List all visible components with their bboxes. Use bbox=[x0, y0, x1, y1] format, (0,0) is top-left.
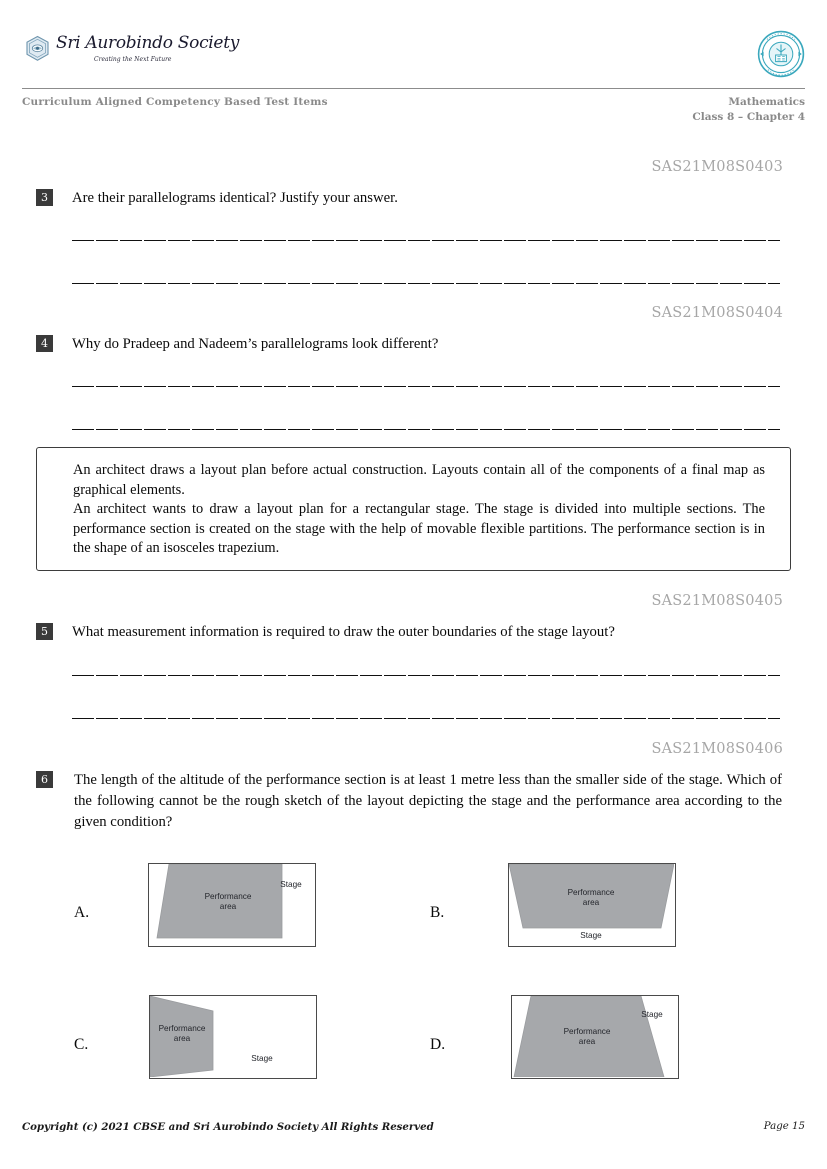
question-number-3: 3 bbox=[36, 189, 53, 206]
answer-line-3-2[interactable] bbox=[72, 282, 780, 284]
passage-paragraph-1: An architect draws a layout plan before actual construction. Layouts contain all of the components of a final map as graphical elements. bbox=[73, 462, 765, 498]
option-letter-a: A. bbox=[74, 904, 90, 921]
option-letter-d: D. bbox=[430, 1036, 446, 1053]
answer-line-5-2[interactable] bbox=[72, 717, 780, 719]
page-header bbox=[0, 0, 827, 84]
header-left-title: Curriculum Aligned Competency Based Test Items bbox=[22, 96, 328, 108]
perf-line1: Performance bbox=[567, 888, 615, 897]
perf-line1: Performance bbox=[204, 892, 252, 901]
question-text-4: Why do Pradeep and Nadeem’s parallelograms look different? bbox=[72, 336, 439, 352]
perf-line1: Performance bbox=[563, 1027, 611, 1036]
question-code-3: SAS21M08S0403 bbox=[651, 159, 783, 175]
option-letter-c: C. bbox=[74, 1036, 89, 1053]
question-text-5: What measurement information is required to draw the outer boundaries of the stage layout? bbox=[72, 624, 615, 640]
option-letter-b: B. bbox=[430, 904, 445, 921]
question-code-6: SAS21M08S0406 bbox=[651, 741, 783, 757]
question-text-6: The length of the altitude of the performance section is at least 1 metre less than the smaller side of the stage. Which of the following cannot be the rough sketch of the layout depicting the stage and the performance area according to the given condition? bbox=[74, 772, 782, 830]
header-right-block bbox=[692, 95, 805, 125]
option-diagram-d[interactable] bbox=[511, 995, 679, 1079]
header-class-chapter: Class 8 – Chapter 4 bbox=[692, 111, 805, 123]
footer-page-number: Page 15 bbox=[763, 1121, 805, 1132]
org-tagline: Creating the Next Future bbox=[94, 56, 172, 63]
passage-text bbox=[73, 461, 765, 559]
answer-line-4-2[interactable] bbox=[72, 428, 780, 430]
option-c-stage-label: Stage bbox=[251, 1054, 273, 1063]
passage-paragraph-2: An architect wants to draw a layout plan for a rectangular stage. The stage is divided into multiple sections. The performance section is created on the stage with the help of movable flexible partitions. The performance section is in the shape of an isosceles trapezium. bbox=[73, 501, 765, 557]
question-text-3: Are their parallelograms identical? Justify your answer. bbox=[72, 190, 398, 206]
option-b-performance-label bbox=[546, 888, 636, 908]
header-subject: Mathematics bbox=[728, 96, 805, 108]
passage-box bbox=[36, 447, 791, 571]
org-name: Sri Aurobindo Society bbox=[56, 33, 240, 53]
perf-line1: Performance bbox=[158, 1024, 206, 1033]
option-a-performance-label bbox=[183, 892, 273, 912]
option-d-stage-label: Stage bbox=[641, 1010, 663, 1019]
answer-line-5-1[interactable] bbox=[72, 674, 780, 676]
footer-copyright: Copyright (c) 2021 CBSE and Sri Aurobindo Society All Rights Reserved bbox=[22, 1121, 434, 1133]
sri-aurobindo-society-logo bbox=[24, 33, 240, 75]
hexagon-emblem-icon bbox=[24, 35, 51, 62]
option-diagram-a[interactable] bbox=[148, 863, 316, 947]
perf-line2: area bbox=[582, 898, 600, 907]
perf-line2: area bbox=[219, 902, 237, 911]
answer-line-4-1[interactable] bbox=[72, 385, 780, 387]
option-diagram-c[interactable] bbox=[149, 995, 317, 1079]
option-a-stage-label: Stage bbox=[280, 880, 302, 889]
question-code-4: SAS21M08S0404 bbox=[651, 305, 783, 321]
option-b-stage-label: Stage bbox=[580, 931, 602, 940]
question-number-5: 5 bbox=[36, 623, 53, 640]
perf-line2: area bbox=[173, 1034, 191, 1043]
header-divider bbox=[22, 88, 805, 89]
cbse-seal-icon bbox=[757, 30, 805, 78]
question-code-5: SAS21M08S0405 bbox=[651, 593, 783, 609]
answer-line-3-1[interactable] bbox=[72, 239, 780, 241]
question-number-6: 6 bbox=[36, 771, 53, 788]
perf-line2: area bbox=[578, 1037, 596, 1046]
option-c-performance-label bbox=[149, 1024, 216, 1044]
question-number-4: 4 bbox=[36, 335, 53, 352]
option-d-performance-label bbox=[542, 1027, 632, 1047]
option-diagram-b[interactable] bbox=[508, 863, 676, 947]
